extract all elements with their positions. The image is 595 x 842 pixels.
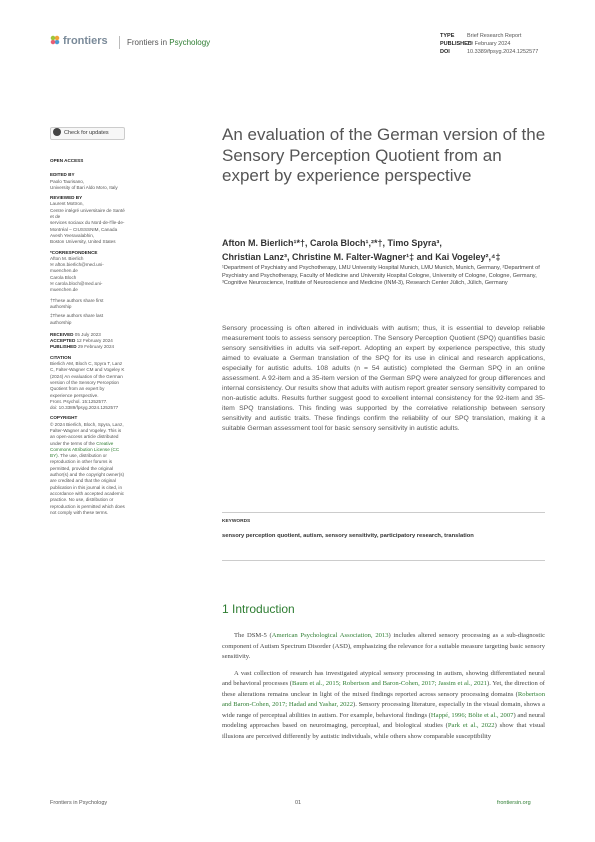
check-updates-label: Check for updates xyxy=(64,130,109,136)
brand-name: frontiers xyxy=(63,35,108,47)
abstract: Sensory processing is often altered in individuals with autism; thus, it is essential to develop reliable measurement tools to assess sensory perception. The Sensory Perception Quotient (SPQ) quantifies basic sensory sensitivities in adults via self-report. Adopting an expert by experience perspective, this study aimed to evaluate a German translation of the SPQ for its use in clinical and research applications, especially for autistic adults. 108 adults (n = 54 autistic) completed the German SPQ in an online assessment. A 92-item and a 35-item version of the German SPQ were analyzed for group differences and internal consistency. Our results show that adults with autism report greater sensory sensitivity compared to non-autistic adults. Results further suggest good to excellent internal consistency for the 92-item and 35-item SPQ translations. This finding was supported by the correlative relationship between sensory sensitivity and autistic traits. These findings confirm the reliability of our SPQ translation, making it a suitable German assessment tool for basic sensory sensitivity in autistic adults. xyxy=(222,325,545,432)
header-divider xyxy=(119,36,120,49)
correspondence-heading: *CORRESPONDENCE xyxy=(50,249,98,255)
published-date xyxy=(50,344,125,350)
copyright-pre: © 2024 Bierlich, Bloch, Spyra, Lanz, Falter-Wagner and Vogeley. This is an open-access article distributed under the terms of the xyxy=(50,421,124,446)
accepted-value: 12 February 2024 xyxy=(76,338,113,344)
p2-text-e: ) show that visual illusions are perceived differently by autistic individuals, while others show comparable susceptibility xyxy=(222,722,545,740)
received-label: RECEIVED xyxy=(50,331,74,337)
copyright-text xyxy=(50,422,125,516)
correspondent-2-email[interactable]: ✉ carola.bloch@med.uni-muenchen.de xyxy=(50,281,103,293)
author-list xyxy=(222,236,547,264)
correspondent-1: Afton M. Bierlich xyxy=(50,255,84,261)
copyright-heading: COPYRIGHT xyxy=(50,415,78,421)
meta-type-label: TYPE xyxy=(440,33,455,39)
meta-doi-value[interactable]: 10.3389/fpsyg.2024.1252577 xyxy=(467,49,539,55)
meta-type xyxy=(440,32,538,40)
meta-type-value: Brief Research Report xyxy=(467,33,522,39)
authors-line-1[interactable]: Afton M. Bierlich¹*†, Carola Bloch¹,²*†, Timo Spyra³, xyxy=(222,238,442,248)
p2-text-b: ). Yet, the direction of these alterations remains unclear in light of the mixed findings reported across sensory processing domains ( xyxy=(222,680,546,698)
first-authorship-note: †These authors share first authorship xyxy=(50,297,104,309)
citation-link[interactable]: Robertson and Baron-Cohen, 2017; Hadad and Yashar, 2022 xyxy=(222,690,545,708)
affiliations: ¹Department of Psychiatry and Psychotherapy, LMU University Hospital Munich, LMU Munich, Munich, Germany, ²Department of Psychiatry and Psychotherapy, Faculty of Medicine and University Hospital Cologne, University of Cologne, Cologne, Germany, ³Cognitive Neuroscience, Institute of Neuroscience and Medicine (INM-3), Research Center Jülich, Jülich, Germany xyxy=(222,265,540,287)
reviewed-by: Laurent Mottron, Centre intégré universitaire de Santé et de services sociaux du Nord-de-l'Île-de- Montréal – CIUSSSNIM, Canada Avesh Yeeravalabhin, Boston University, United States xyxy=(50,201,125,245)
p2-text-d: ) and neural modeling approaches based on neuroimaging, perceptual, and biological studies ( xyxy=(222,711,545,729)
keywords: sensory perception quotient, autism, sensory sensitivity, participatory research, translation xyxy=(222,533,474,539)
citation-link[interactable]: American Psychological Association, 2013 xyxy=(271,632,389,639)
citation-link[interactable]: Baum et al., 2015; Robertson and Baron-Cohen, 2017; Jassim et al., 2021 xyxy=(292,680,487,687)
p1-text-a: The DSM-5 ( xyxy=(234,632,272,639)
received-value: 05 July 2023 xyxy=(74,331,101,337)
authors-line-2[interactable]: Christian Lanz³, Christine M. Falter-Wagner¹‡ and Kai Vogeley²,⁴‡ xyxy=(222,252,501,262)
keywords-divider-bottom xyxy=(222,560,545,561)
update-icon xyxy=(53,128,61,136)
citation-link[interactable]: Happé, 1996; Bölte et al., 2007 xyxy=(430,711,514,719)
accepted-label: ACCEPTED xyxy=(50,338,76,344)
copyright-post: . The use, distribution or reproduction in other forums is permitted, provided the original author(s) and the copyright owner(s) are credited and that the original publication in this journal is cited, in accordance with accepted academic practice. No use, distribution or reproduction is permitted which does not comply with these terms. xyxy=(50,453,125,515)
article-title: An evaluation of the German version of the Sensory Perception Quotient from an expert by experience perspective xyxy=(222,125,546,185)
footer-journal[interactable]: Frontiers in Psychology xyxy=(50,800,108,806)
last-authorship-note: ‡These authors share last authorship xyxy=(50,313,104,325)
reviewed-by-heading: REVIEWED BY xyxy=(50,195,83,201)
paragraph-2 xyxy=(222,669,545,743)
citation-link[interactable]: Park et al., 2022 xyxy=(447,722,495,729)
section-heading-introduction: 1 Introduction xyxy=(222,602,295,616)
keywords-divider xyxy=(222,512,545,513)
correspondent-2: Carola Bloch xyxy=(50,274,77,280)
meta-doi[interactable] xyxy=(440,48,538,56)
meta-published-value: 29 February 2024 xyxy=(467,41,511,47)
journal-accent: Psychology xyxy=(169,38,211,47)
keywords-heading: KEYWORDS xyxy=(222,519,251,524)
p2-text-a: A vast collection of research has investigated atypical sensory processing in autism, showing differentiated neural and behavioral processes ( xyxy=(222,669,545,687)
frontiers-logo[interactable] xyxy=(50,35,108,47)
cc-by-license-link[interactable]: Creative Commons Attribution License (CC BY) xyxy=(50,440,120,459)
email-2[interactable]: carola.bloch@med.uni-muenchen.de xyxy=(50,281,103,293)
citation-text: Bierlich AM, Bloch C, Spyra T, Lanz C, Falter-Wagner CM and Vogeley K (2024) An evaluation of the German version of the Sensory Perception Quotient from an expert by experience perspective. Front. Psychol. 15:1252577. doi: 10.3389/fpsyg.2024.1252577 xyxy=(50,361,125,411)
page-number: 01 xyxy=(295,800,302,806)
edited-by: Paolo Taurisano, University of Bari Aldo Moro, Italy xyxy=(50,178,118,190)
frontiers-logo-icon xyxy=(50,35,60,45)
journal-name[interactable] xyxy=(127,38,210,47)
citation-heading: CITATION xyxy=(50,354,72,360)
paragraph-1 xyxy=(222,631,545,663)
correspondent-1-email[interactable]: ✉ afton.bierlich@med.uni-muenchen.de xyxy=(50,262,104,274)
email-1[interactable]: afton.bierlich@med.uni-muenchen.de xyxy=(50,262,104,274)
meta-published-label: PUBLISHED xyxy=(440,41,472,47)
footer-site-link[interactable]: frontiersin.org xyxy=(497,800,531,806)
edited-by-heading: EDITED BY xyxy=(50,172,75,178)
article-meta xyxy=(440,32,538,56)
introduction-body xyxy=(222,631,545,742)
check-for-updates-button[interactable] xyxy=(50,127,125,140)
meta-doi-label: DOI xyxy=(440,49,450,55)
journal-prefix: Frontiers in xyxy=(127,38,170,47)
sidebar xyxy=(50,158,125,516)
published-value: 29 February 2024 xyxy=(77,344,115,350)
p2-text-c: ). Sensory processing literature, especially in the visual domain, shows a wide range of perceptual abilities in autism. For example, behavioral findings ( xyxy=(222,701,545,719)
meta-published xyxy=(440,40,538,48)
p1-text-b: ) includes altered sensory processing as a sub-diagnostic component of Autism Spectrum Disorder (ASD), emphasizing the relevance for a suitable measure targeting basic sensory sensitivity. xyxy=(222,632,545,660)
published-label: PUBLISHED xyxy=(50,344,77,350)
open-access-label: OPEN ACCESS xyxy=(50,158,84,163)
